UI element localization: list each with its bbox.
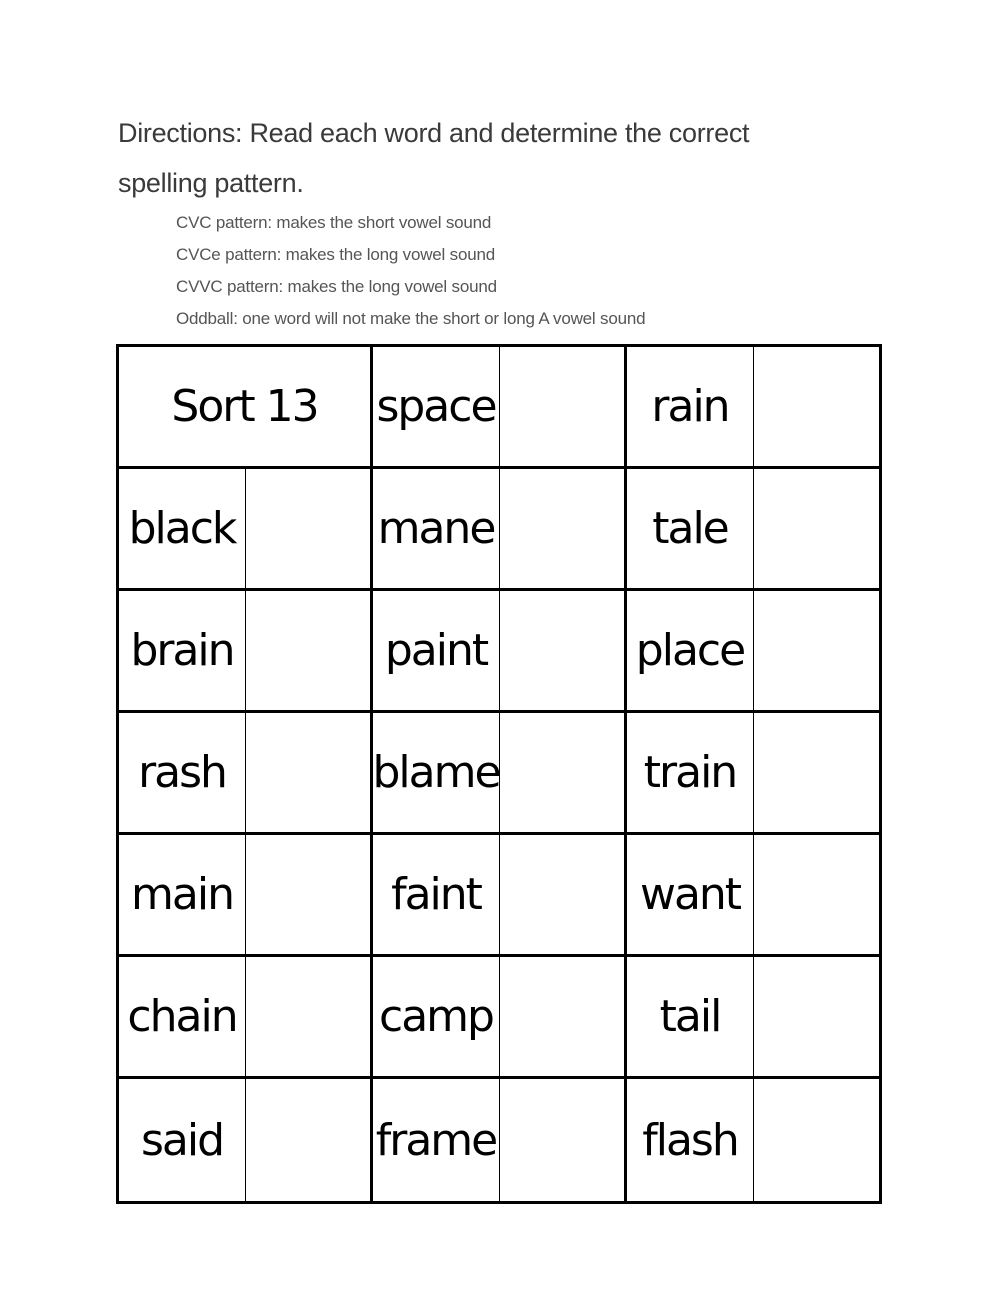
- word-card[interactable]: black: [119, 469, 246, 591]
- answer-box[interactable]: [754, 1079, 881, 1201]
- word-card[interactable]: blame: [373, 713, 500, 835]
- answer-box[interactable]: [754, 957, 881, 1079]
- answer-box[interactable]: [246, 1079, 373, 1201]
- word-card[interactable]: space: [373, 347, 500, 469]
- answer-box[interactable]: [754, 469, 881, 591]
- word-card[interactable]: tail: [627, 957, 754, 1079]
- note-cvc: CVC pattern: makes the short vowel sound: [176, 213, 492, 232]
- word-card[interactable]: frame: [373, 1079, 500, 1201]
- word-card[interactable]: mane: [373, 469, 500, 591]
- answer-box[interactable]: [754, 713, 881, 835]
- word-card[interactable]: said: [119, 1079, 246, 1201]
- word-card[interactable]: rash: [119, 713, 246, 835]
- word-card[interactable]: chain: [119, 957, 246, 1079]
- answer-box[interactable]: [754, 347, 881, 469]
- answer-box[interactable]: [500, 591, 627, 713]
- pattern-notes: [176, 210, 645, 338]
- word-card[interactable]: paint: [373, 591, 500, 713]
- answer-box[interactable]: [500, 1079, 627, 1201]
- answer-box[interactable]: [246, 591, 373, 713]
- word-card[interactable]: rain: [627, 347, 754, 469]
- answer-box[interactable]: [246, 713, 373, 835]
- sort-title: Sort 13: [119, 347, 373, 469]
- word-card[interactable]: flash: [627, 1079, 754, 1201]
- word-card[interactable]: brain: [119, 591, 246, 713]
- answer-box[interactable]: [500, 713, 627, 835]
- answer-box[interactable]: [500, 469, 627, 591]
- word-sort-grid: [116, 344, 882, 1204]
- word-card[interactable]: want: [627, 835, 754, 957]
- note-cvce: CVCe pattern: makes the long vowel sound: [176, 245, 495, 264]
- directions-text: Directions: Read each word and determine the correct spelling pattern.: [118, 118, 750, 198]
- word-card[interactable]: train: [627, 713, 754, 835]
- word-card[interactable]: main: [119, 835, 246, 957]
- word-card[interactable]: faint: [373, 835, 500, 957]
- answer-box[interactable]: [754, 835, 881, 957]
- answer-box[interactable]: [246, 469, 373, 591]
- answer-box[interactable]: [500, 347, 627, 469]
- note-cvvc: CVVC pattern: makes the long vowel sound: [176, 277, 497, 296]
- answer-box[interactable]: [754, 591, 881, 713]
- answer-box[interactable]: [500, 957, 627, 1079]
- word-card[interactable]: camp: [373, 957, 500, 1079]
- answer-box[interactable]: [246, 957, 373, 1079]
- word-card[interactable]: place: [627, 591, 754, 713]
- note-oddball: Oddball: one word will not make the short or long A vowel sound: [176, 309, 646, 328]
- word-card[interactable]: tale: [627, 469, 754, 591]
- answer-box[interactable]: [500, 835, 627, 957]
- answer-box[interactable]: [246, 835, 373, 957]
